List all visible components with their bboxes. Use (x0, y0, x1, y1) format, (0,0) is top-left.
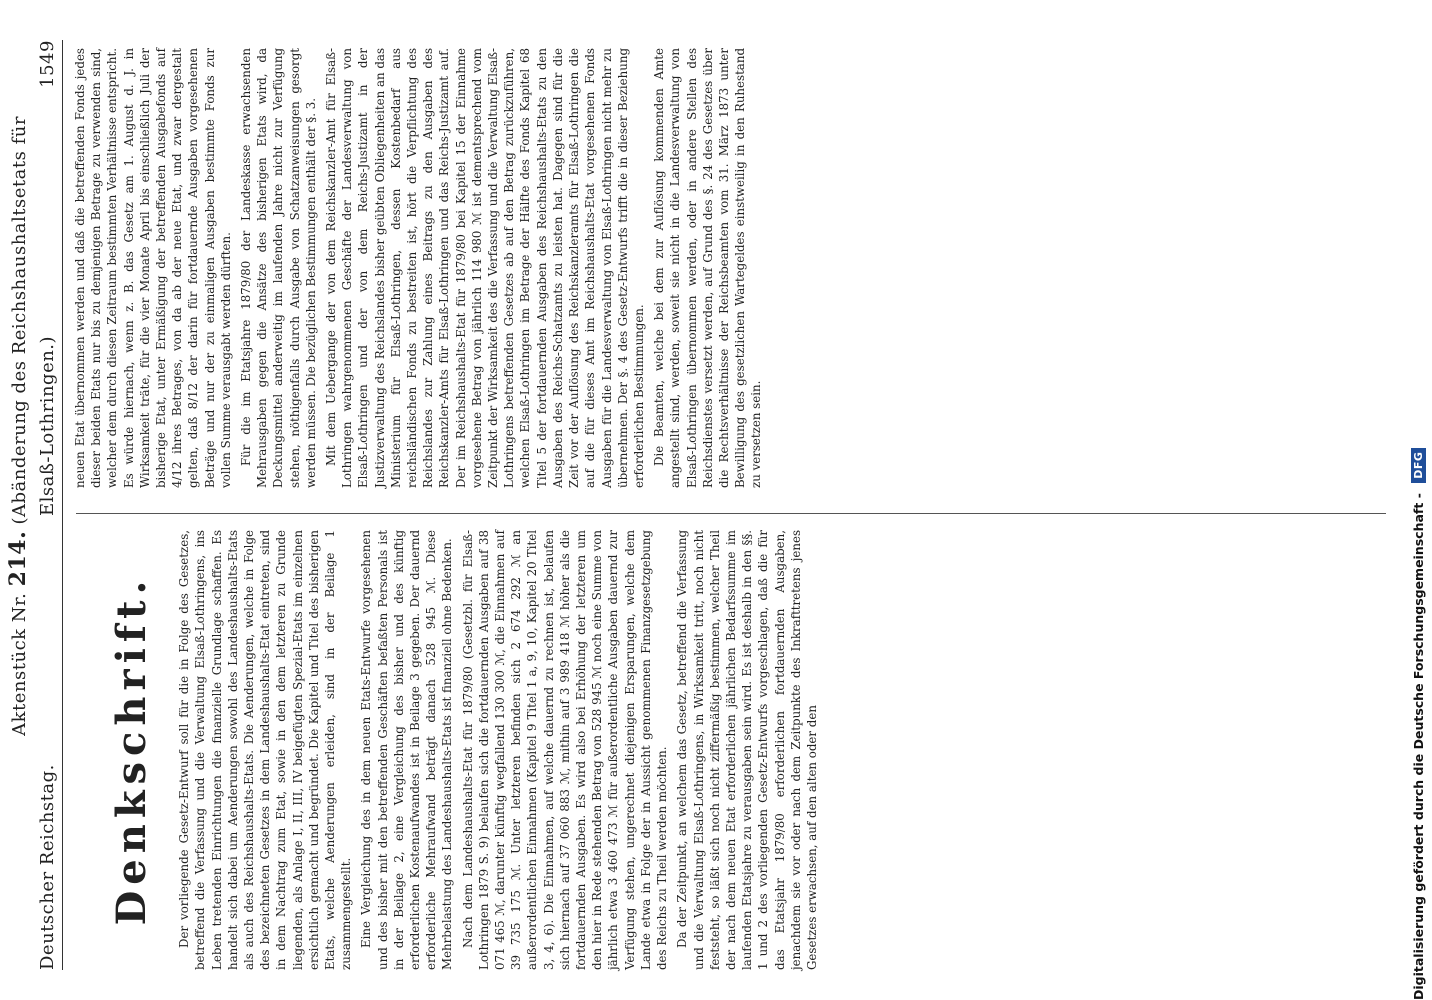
dfg-logo: DFG (1411, 448, 1426, 483)
running-head-middle (4, 88, 62, 764)
paragraph: Eine Vergleichung des in dem neuen Etats-Entwurfe vorgesehenen und des bisher mit den betreffenden Geschäften befaßten Personals ist in der Beilage 2, eine Vergleichung des bisher und des künftig erforderlichen Kostenaufwandes ist in Beilage 3 gegeben. Der dauernd erforderliche Mehraufwand beträgt danach 528 945 ℳ. Diese Mehrbelastung des Landeshaushalts-Etats ist finanziell ohne Bedenken. (359, 530, 455, 970)
running-head (5, 40, 63, 970)
paragraph: Die Beamten, welche bei dem zur Auflösung kommenden Amte angestellt sind, werden, soweit sie nicht in die Landesverwaltung von Elsaß-Lothringen übernommen werden, oder in andere Stellen des Reichsdienstes versetzt werden, auf Grund des §. 24 des Gesetzes über die Rechtsverhältnisse der Reichsbeamten vom 31. März 1873 unter Bewilligung des gesetzlichen Wartegeldes einstweilig in den Ruhestand zu versetzen sein. (652, 48, 764, 488)
page-number: 1549 (37, 40, 58, 88)
left-column (72, 530, 824, 970)
page-title: Denkschrift. (108, 574, 155, 926)
paragraph: Für die im Etatsjahre 1879/80 der Landeskasse erwachsenden Mehrausgaben gegen die Ansätze des bisherigen Etats wird, da Deckungsmittel anderweitig im laufenden Jahre nicht zur Verfügung stehen, nöthigenfalls durch Ausgabe von Schatzanweisungen gesorgt werden müssen. Die bezüglichen Bestimmungen enthält der §. 3. (239, 48, 318, 488)
paragraph: Mit dem Uebergange der von dem Reichskanzler-Amt für Elsaß-Lothringen wahrgenommenen Geschäfte der Landesverwaltung von Elsaß-Lothringen und der von dem Reichs-Justizamt in der Justizverwaltung des Reichslandes bisher geübten Obliegenheiten an das Ministerium für Elsaß-Lothringen, dessen Kostenbedarf aus reichsländischen Fonds zu bestreiten ist, hört die Verpflichtung des Reichslandes zur Zahlung eines Beitrags zu den Ausgaben des Reichskanzler-Amts für Elsaß-Lothringen und das Reichs-Justizamt auf. Der im Reichshaushalts-Etat für 1879/80 bei Kapitel 15 der Einnahme vorgesehene Betrag von jährlich 114 980 ℳ ist dementsprechend vom Zeitpunkt der Wirksamkeit des die Verfassung und die Verwaltung Elsaß-Lothringens betreffenden Gesetzes ab auf den Betrag zurückzuführen, welchen Elsaß-Lothringen im Betrage der Hälfte des Fonds Kapitel 68 Titel 5 der fortdauernden Ausgaben des Reichshaushalts-Etats zu den Ausgaben des Reichs-Schatzamts zu leisten hat. Dagegen sind für die Zeit vor der Auflösung des Reichskanzleramts für Elsaß-Lothringen die auf die für dieses Amt im Reichshaushalts-Etat vorgesehenen Fonds Ausgaben für die Landesverwaltung von Elsaß-Lothringen nicht mehr zu übernehmen. Der §. 4 des Gesetz-Entwurfs trifft die in dieser Beziehung erforderlichen Bestimmungen. (324, 48, 646, 488)
paragraph: neuen Etat übernommen werden und daß die betreffenden Fonds jedes dieser beiden Etats nur bis zu demjenigen Betrage zu verwenden sind, welcher dem durch diesen Zeitraum bestimmten Verhältnisse entspricht. Es würde hiernach, wenn z. B. das Gesetz am 1. August d. J. in Wirksamkeit träte, für die vier Monate April bis einschließlich Juli der bisherige Etat, unter Ermäßigung der betreffenden Ausgabefonds auf 4/12 ihres Betrages, von da ab der neue Etat, und zwar dergestalt gelten, daß 8/12 der darin für fortdauernde Ausgaben vorgesehenen Beträge und nur der zu einmaligen Ausgaben bestimmte Fonds zur vollen Summe verausgabt werden dürften. (73, 48, 233, 488)
column-divider (76, 513, 1386, 514)
right-column (72, 48, 769, 488)
digitization-credit (1410, 400, 1430, 1000)
paragraph: Der vorliegende Gesetz-Entwurf soll für die in Folge des Gesetzes, betreffend die Verfassung und die Verwaltung Elsaß-Lothringens, ins Leben tretenden Einrichtungen die finanzielle Grundlage schaffen. Es handelt sich dabei um Aenderungen sowohl des Landeshaushalts-Etats als auch des Reichshaushalts-Etats. Die Aenderungen, welche in Folge des bezeichneten Gesetzes in dem Landeshaushalts-Etat eintreten, sind in dem Nachtrag zum Etat, sowie in den dem letzteren zu Grunde liegenden, als Anlage I, II, III, IV beigefügten Spezial-Etats im einzelnen ersichtlich gemacht und begründet. Die Kapitel und Titel des bisherigen Etats, welche Aenderungen erleiden, sind in der Beilage 1 zusammengestellt. (177, 530, 354, 970)
paragraph: Da der Zeitpunkt, an welchem das Gesetz, betreffend die Verfassung und die Verwaltung Elsaß-Lothringens, in Wirksamkeit tritt, noch nicht feststeht, so läßt sich noch nicht ziffermäßig bestimmen, welcher Theil der nach dem neuen Etat erforderlichen jährlichen Bedarfssumme im laufenden Etatsjahre zu verausgaben sein wird. Es ist deshalb in den §§. 1 und 2 des vorliegenden Gesetz-Entwurfs vorgeschlagen, daß die für das Etatsjahr 1879/80 erforderlichen fortdauernden Ausgaben, jenachdem sie vor oder nach dem Zeitpunkte des Inkrafttretens jenes Gesetzes erwachsen, auf den alten oder den (675, 530, 819, 970)
document-number: 214. (5, 530, 31, 587)
paragraph: Nach dem Landeshaushalts-Etat für 1879/80 (Gesetzbl. für Elsaß-Lothringen 1879 S. 9) belaufen sich die fortdauernden Ausgaben auf 38 071 465 ℳ, darunter künftig wegfallend 130 300 ℳ, die Einnahmen auf 39 735 175 ℳ. Unter letzteren befinden sich 2 674 292 ℳ an außerordentlichen Einnahmen (Kapitel 9 Titel 1 a, 9, 10, Kapitel 20 Titel 3, 4, 6). Die Einnahmen, auf welche dauernd zu rechnen ist, belaufen sich hiernach auf 37 060 883 ℳ, mithin auf 3 989 418 ℳ höher als die fortdauernden Ausgaben. Es wird also bei Erhöhung der letzteren um den hier in Rede stehenden Betrag von 528 945 ℳ noch eine Summe von jährlich etwa 3 460 473 ℳ für außerordentliche Ausgaben dauernd zur Verfügung stehen, ungerechnet diejenigen Ersparungen, welche dem Lande etwa in Folge der in Aussicht genommenen Finanzgesetzgebung des Reichs zu Theil werden möchten. (460, 530, 670, 970)
credit-text: Digitalisierung gefördert durch die Deutsche Forschungsgemeinschaft - (1411, 493, 1426, 1000)
document-subject: (Abänderung des Reichshaushaltsetats für Elsaß-Lothringen.) (9, 116, 58, 525)
document-label: Aktenstück Nr. (9, 592, 30, 736)
running-head-left: Deutscher Reichstag. (37, 764, 58, 970)
